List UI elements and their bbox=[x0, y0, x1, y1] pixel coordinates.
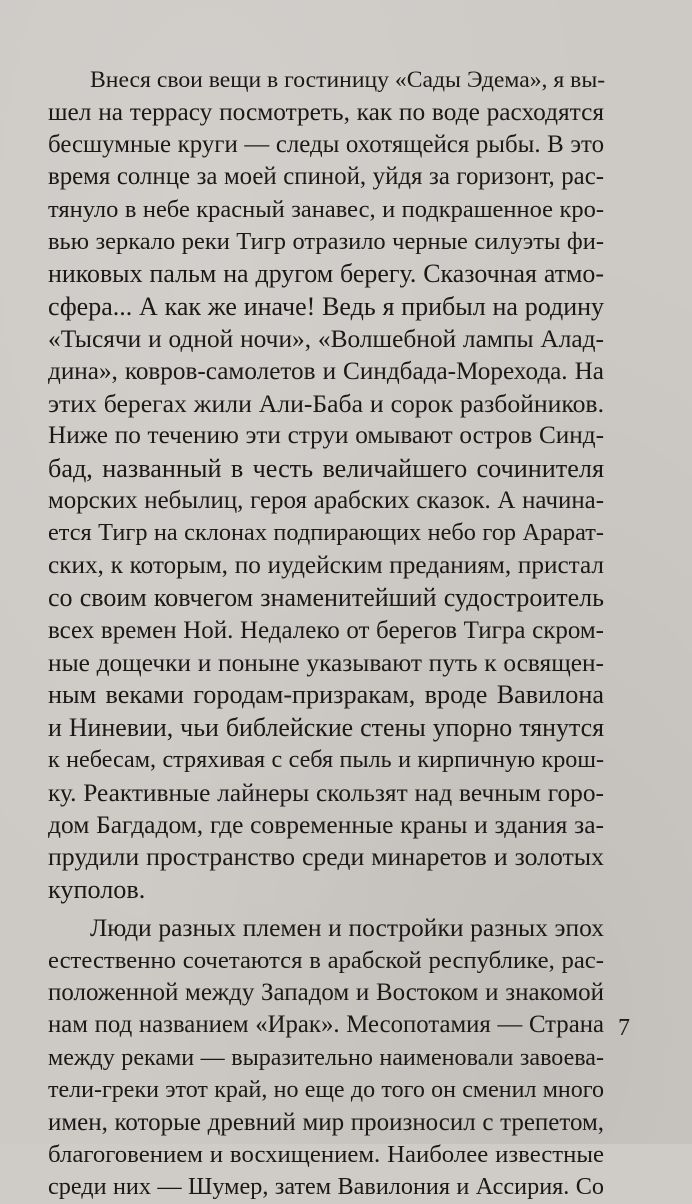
text-line: время солнце за моей спиной, уйдя за горизонт, рас- bbox=[48, 163, 604, 191]
text-line: бесшумные круги — следы охотящейся рыбы. В это bbox=[48, 130, 604, 158]
text-line: куполов. bbox=[48, 874, 146, 904]
text-line: Люди разных племен и постройки разных эпох bbox=[90, 913, 604, 943]
text-line: нам под названием «Ирак». Месопотамия — Страна bbox=[48, 1011, 604, 1039]
text-line: бад, названный в честь величайшего сочинителя bbox=[48, 453, 604, 483]
text-line: и Ниневии, чьи библейские стены упорно тянутся bbox=[48, 712, 604, 742]
body-text bbox=[48, 64, 604, 1204]
text-line: к небесам, стряхивая с себя пыль и кирпичную крош- bbox=[48, 746, 604, 774]
text-line: ских, к которым, по иудейским преданиям, пристал bbox=[48, 551, 604, 579]
text-line: Ниже по течению эти струи омывают остров Синд- bbox=[48, 422, 604, 450]
text-line: ным веками городам-призракам, вроде Вавилона bbox=[48, 680, 604, 710]
paragraph-1 bbox=[48, 64, 604, 906]
text-line: «Тысячи и одной ночи», «Волшебной лампы Алад- bbox=[48, 325, 604, 354]
text-line: среди них — Шумер, затем Вавилония и Ассирия. Со bbox=[48, 1173, 604, 1201]
text-line: благоговением и восхищением. Наиболее известные bbox=[48, 1140, 604, 1168]
text-line: со своим ковчегом знаменитейший судостроитель bbox=[48, 583, 604, 613]
text-line: морских небылиц, героя арабских сказок. А начина- bbox=[48, 487, 604, 515]
text-line: прудили пространство среди минаретов и золотых bbox=[48, 842, 604, 872]
text-line: всех времен Ной. Недалеко от берегов Тигра скром- bbox=[48, 616, 604, 644]
paragraph-2 bbox=[48, 912, 604, 1204]
text-line: положенной между Западом и Востоком и знакомой bbox=[48, 978, 604, 1006]
text-line: шел на террасу посмотреть, как по воде расходятся bbox=[48, 98, 604, 127]
text-line: этих берегах жили Али-Баба и сорок разбойников. bbox=[48, 388, 604, 418]
page-number: 7 bbox=[618, 1015, 630, 1041]
text-line: никовых пальм на другом берегу. Сказочная атмо- bbox=[48, 259, 604, 289]
text-line: имен, которые древний мир произносил с трепетом, bbox=[48, 1108, 604, 1136]
text-line: тели-греки этот край, но еще до того он сменил много bbox=[48, 1077, 604, 1104]
text-line: ные дощечки и поныне указывают путь к освящен- bbox=[48, 649, 604, 678]
text-line: между реками — выразительно наименовали завоева- bbox=[48, 1044, 604, 1071]
text-line: тянуло в небе красный занавес, и подкрашенное кро- bbox=[48, 195, 604, 223]
text-line: естественно сочетаются в арабской республике, рас- bbox=[48, 946, 604, 974]
text-line: Внеся свои вещи в гостиницу «Сады Эдема», я вы- bbox=[90, 67, 606, 93]
text-line: дина», ковров-самолетов и Синдбада-Морехода. На bbox=[48, 357, 604, 385]
text-line: дом Багдадом, где современные краны и здания за- bbox=[48, 809, 604, 839]
text-line: ется Тигр на склонах подпирающих небо гор Арарат- bbox=[48, 519, 604, 547]
text-line: ку. Реактивные лайнеры скользят над вечным горо- bbox=[48, 778, 604, 807]
text-line: сфера... А как же иначе! Ведь я прибыл на родину bbox=[48, 291, 604, 321]
text-line: вью зеркало реки Тигр отразило черные силуэты фи- bbox=[48, 227, 604, 255]
